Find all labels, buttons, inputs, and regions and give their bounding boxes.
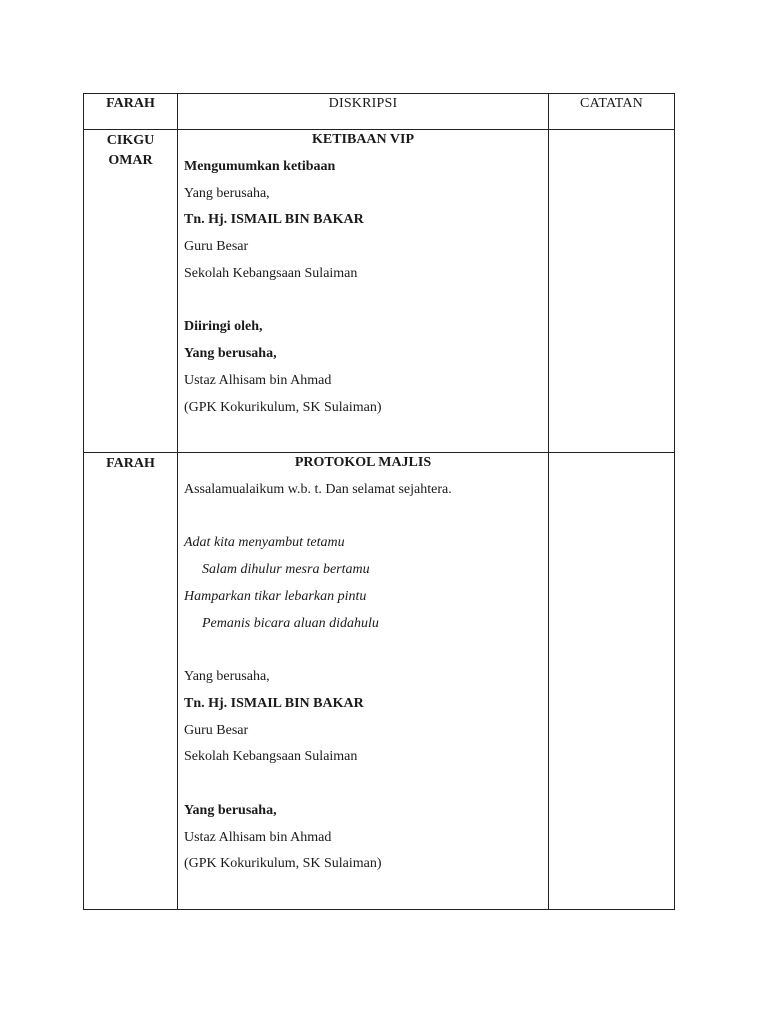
blank-line	[184, 291, 542, 318]
blank-line	[184, 774, 542, 801]
header-farah: FARAH	[84, 94, 178, 130]
pantun-line: Pemanis bicara aluan didahulu	[202, 615, 379, 631]
description-line: Yang berusaha,	[184, 802, 277, 818]
header-catatan: CATATAN	[549, 94, 675, 130]
description-line: Sekolah Kebangsaan Sulaiman	[184, 749, 358, 765]
description-line: Guru Besar	[184, 722, 249, 738]
description-line: Yang berusaha,	[184, 185, 270, 201]
notes-cell	[549, 130, 675, 453]
pantun-line: Adat kita menyambut tetamu	[184, 535, 345, 551]
speaker-cell	[84, 453, 178, 910]
description-line: Mengumumkan ketibaan	[184, 158, 336, 174]
description-cell	[178, 130, 549, 453]
description-line: Tn. Hj. ISMAIL BIN BAKAR	[184, 695, 364, 711]
script-table	[83, 93, 675, 910]
description-line: Assalamualaikum w.b. t. Dan selamat sejahtera.	[184, 481, 452, 497]
speaker-name-line: CIKGU	[106, 133, 155, 148]
header-diskripsi: DISKRIPSI	[178, 94, 549, 130]
blank-line	[184, 507, 542, 534]
notes-cell	[549, 453, 675, 910]
speaker-name-line: OMAR	[108, 153, 153, 168]
description-line: Ustaz Alhisam bin Ahmad	[184, 372, 332, 388]
description-line: Guru Besar	[184, 239, 249, 254]
table-header-row	[84, 94, 675, 130]
table-row	[84, 130, 675, 453]
description-line: (GPK Kokurikulum, SK Sulaiman)	[184, 856, 382, 872]
section-title: PROTOKOL MAJLIS	[294, 455, 432, 470]
description-line: Diiringi oleh,	[184, 319, 263, 335]
description-line: Yang berusaha,	[184, 346, 277, 361]
speaker-cell	[84, 130, 178, 453]
description-line: Yang berusaha,	[184, 669, 270, 684]
description-line: (GPK Kokurikulum, SK Sulaiman)	[184, 399, 382, 415]
description-cell	[178, 453, 549, 910]
pantun-line: Hamparkan tikar lebarkan pintu	[184, 588, 367, 604]
description-line: Ustaz Alhisam bin Ahmad	[184, 829, 332, 845]
description-line: Sekolah Kebangsaan Sulaiman	[184, 265, 358, 281]
table-row	[84, 453, 675, 910]
speaker-name-line: FARAH	[106, 456, 155, 471]
description-line: Tn. Hj. ISMAIL BIN BAKAR	[184, 212, 364, 228]
section-title: KETIBAAN VIP	[311, 132, 415, 147]
pantun-line: Salam dihulur mesra bertamu	[202, 562, 370, 577]
blank-line	[184, 640, 542, 667]
